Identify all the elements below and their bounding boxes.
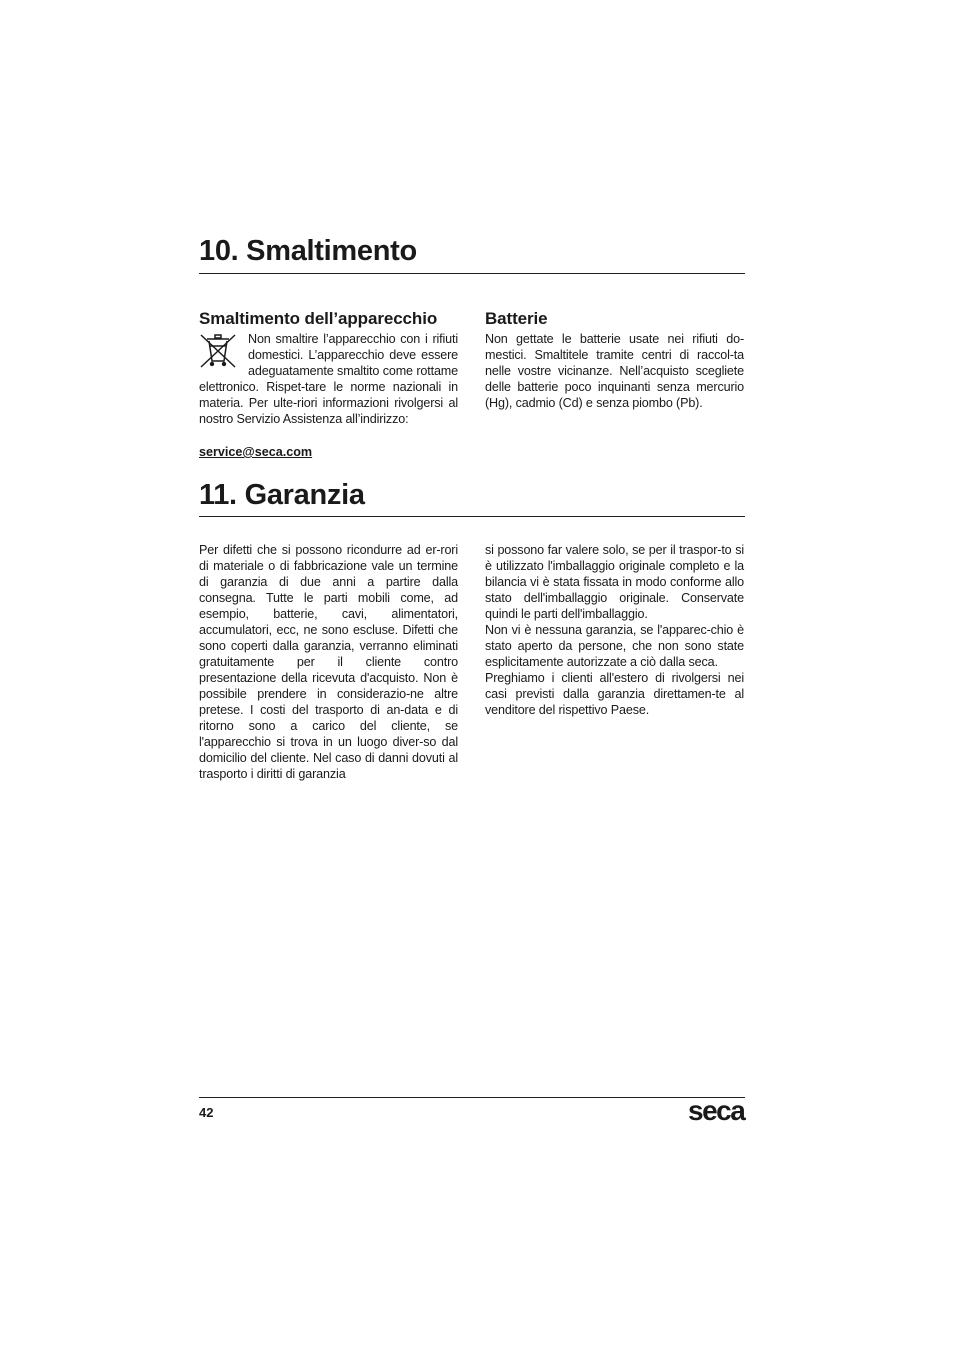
seca-logo: seca	[688, 1095, 745, 1126]
warranty-left-column	[199, 542, 458, 782]
footer-rule	[199, 1097, 745, 1098]
warranty-right-paragraph: si possono far valere solo, se per il traspor-to si è utilizzato l'imballaggio originale completo e la bilancia vi è stata fissata in modo conforme allo stato dell'imballaggio originale. Conservate quindi le parti dell'imballaggio.	[485, 543, 744, 621]
disposal-device-heading: Smaltimento dell’apparecchio	[199, 309, 438, 328]
warranty-right-paragraph: Preghiamo i clienti all'estero di rivolgersi nei casi previsti dalla garanzia direttamen-te al venditore del rispettivo Paese.	[485, 671, 744, 717]
disposal-device-text-block	[199, 331, 458, 427]
batteries-text: Non gettate le batterie usate nei rifiuti do-mestici. Smaltitele tramite centri di raccol-ta nelle vostre vicinanze. Nell’acquisto scegliete delle batterie poco inquinanti senza mercurio (Hg), cadmio (Cd) e senza piombo (Pb).	[485, 332, 744, 410]
warranty-right-column	[485, 542, 744, 718]
batteries-heading: Batterie	[485, 309, 548, 328]
section-10-rule	[199, 273, 745, 274]
warranty-left-text: Per difetti che si possono ricondurre ad er-rori di materiale o di fabbricazione vale un termine di garanzia di due anni a partire dalla consegna. Tutte le parti mobili come, ad esempio, batterie, cavi, alimentatori, accumulatori, ecc, ne sono escluse. Difetti che sono coperti dalla garanzia, verranno eliminati gratuitamente per il cliente contro presentazione della ricevuta d'acquisto. Non è possibile prendere in considerazio-ne altre pretese. I costi del trasporto di an-data e di ritorno sono a carico del cliente, se l'apparecchio si trova in un luogo diver-so dal domicilio del cliente. Nel caso di danni dovuti al trasporto i diritti di garanzia	[199, 543, 458, 781]
disposal-device-text: Non smaltire l’apparecchio con i rifiuti domestici. L’apparecchio deve essere adeguatamente smaltito come rottame elettronico. Rispet-tare le norme nazionali in materia. Per ulte-riori informazioni rivolgersi al nostro Servizio Assistenza all’indirizzo:	[199, 332, 458, 426]
warranty-right-paragraph: Non vi è nessuna garanzia, se l'apparec-chio è stato aperto da persone, che non sono state esplicitamente autorizzate a ciò dalla seca.	[485, 623, 744, 669]
page-number: 42	[199, 1105, 214, 1120]
batteries-text-block	[485, 331, 744, 411]
section-11-rule	[199, 516, 745, 517]
section-10-title: 10. Smaltimento	[199, 235, 417, 267]
crossed-out-wheelie-bin-icon	[199, 331, 239, 371]
service-email-link[interactable]: service@seca.com	[199, 445, 313, 459]
section-11-title: 11. Garanzia	[199, 479, 365, 511]
